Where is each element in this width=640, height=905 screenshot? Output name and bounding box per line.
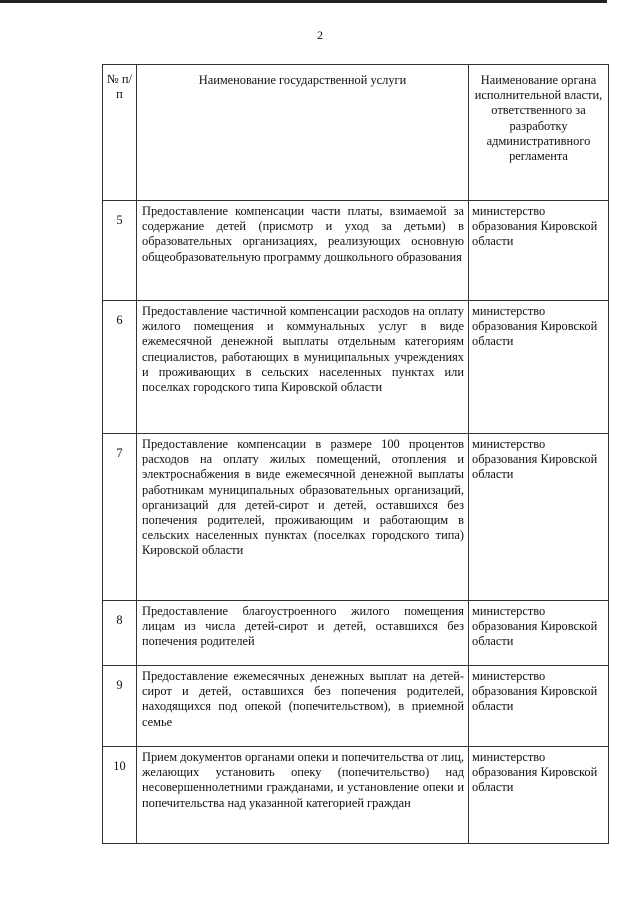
row-number: 6 bbox=[103, 301, 137, 434]
table-row bbox=[103, 747, 609, 844]
table-row bbox=[103, 201, 609, 301]
table-row bbox=[103, 301, 609, 434]
responsible-body: министерство образования Кировской области bbox=[469, 747, 609, 844]
responsible-body: министерство образования Кировской области bbox=[469, 301, 609, 434]
service-name: Предоставление компенсации части платы, взимаемой за содержание детей (присмотр и уход за детьми) в образовательных организациях, реализующих основную общеобразовательную программу дошкольного образования bbox=[137, 201, 469, 301]
responsible-body: министерство образования Кировской области bbox=[469, 601, 609, 666]
table-row bbox=[103, 601, 609, 666]
table-row bbox=[103, 434, 609, 601]
responsible-body: министерство образования Кировской области bbox=[469, 434, 609, 601]
responsible-body: министерство образования Кировской области bbox=[469, 201, 609, 301]
header-number: № п/п bbox=[103, 65, 137, 201]
row-number: 8 bbox=[103, 601, 137, 666]
row-number: 7 bbox=[103, 434, 137, 601]
service-name: Предоставление ежемесячных денежных выплат на детей-сирот и детей, оставшихся без попечения родителей, находящихся под опекой (попечительством), в приемной семье bbox=[137, 666, 469, 747]
services-table bbox=[102, 64, 609, 844]
page-number: 2 bbox=[317, 28, 323, 42]
service-name: Прием документов органами опеки и попечительства от лиц, желающих установить опеку (попечительство) над несовершеннолетними гражданами, и установление опеки и попечительства над указанной категорией граждан bbox=[137, 747, 469, 844]
row-number: 9 bbox=[103, 666, 137, 747]
table-header-row bbox=[103, 65, 609, 201]
row-number: 5 bbox=[103, 201, 137, 301]
header-service-name: Наименование государственной услуги bbox=[137, 65, 469, 201]
table-row bbox=[103, 666, 609, 747]
responsible-body: министерство образования Кировской области bbox=[469, 666, 609, 747]
header-responsible-body: Наименование органа исполнительной власти, ответственного за разработку административного регламента bbox=[469, 65, 609, 201]
top-border-line bbox=[0, 0, 607, 3]
service-name: Предоставление благоустроенного жилого помещения лицам из числа детей-сирот и детей, оставшихся без попечения родителей bbox=[137, 601, 469, 666]
row-number: 10 bbox=[103, 747, 137, 844]
service-name: Предоставление частичной компенсации расходов на оплату жилого помещения и коммунальных услуг в виде ежемесячной денежной выплаты отдельным категориям специалистов, работающих в муниципальных учреждениях и проживающих в сельских населенных пунктах или поселках городского типа Кировской области bbox=[137, 301, 469, 434]
service-name: Предоставление компенсации в размере 100 процентов расходов на оплату жилых помещений, отопления и электроснабжения в виде ежемесячной денежной выплаты работникам муниципальных образовательных организаций, организаций для детей-сирот и детей, оставшихся без попечения родителей, проживающим и работающим в сельских населенных пунктах (поселках городского типа) Кировской области bbox=[137, 434, 469, 601]
